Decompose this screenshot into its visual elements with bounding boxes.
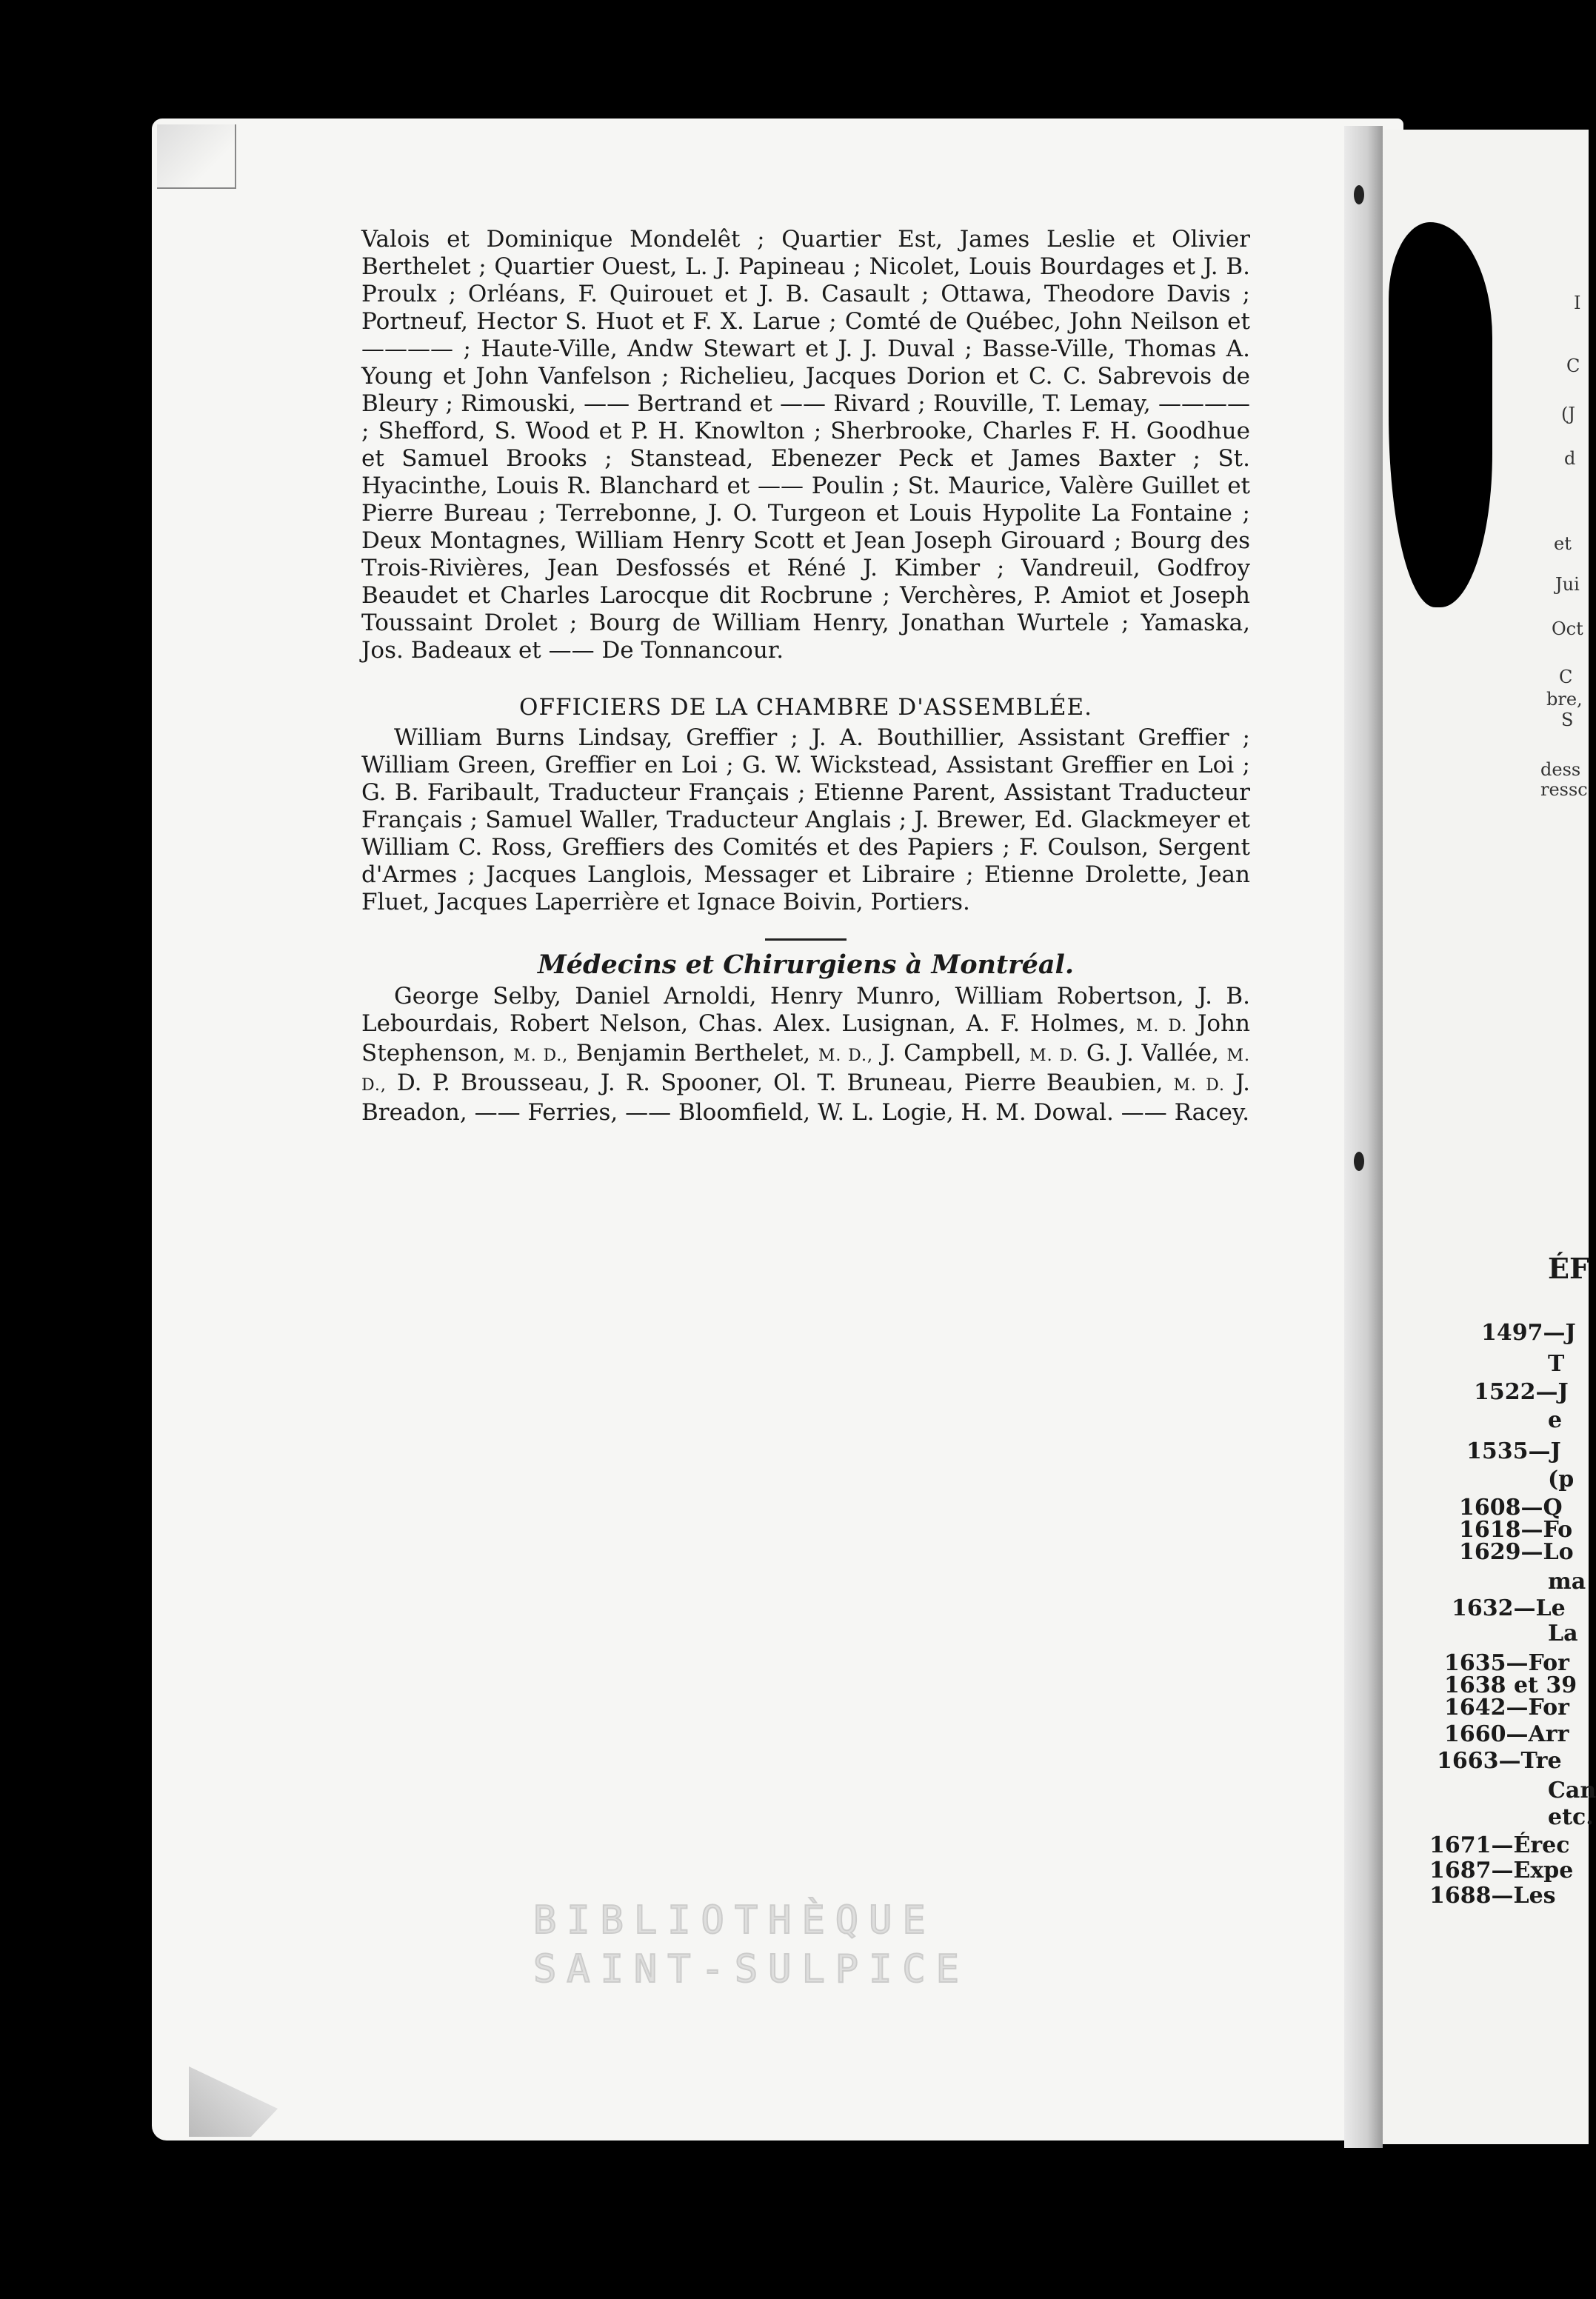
chronology-entry: 1608—Q: [1459, 1495, 1563, 1521]
chronology-entry: 1629—Lo: [1459, 1539, 1574, 1565]
facing-page-fragment: Jui: [1555, 574, 1580, 595]
facing-page-fragment: et: [1554, 533, 1572, 554]
folded-corner-top: [157, 124, 236, 189]
degree-abbreviation: M. D.,: [513, 1047, 569, 1065]
opening-paragraph: Valois et Dominique Mondelêt ; Quartier Est, James Leslie et Olivier Berthelet ; Quartier Ouest, L. J. Papineau ; Nicolet, Louis Bourdages et J. B. Proulx ; Orléans, F. Quirouet et J. B. Casault ; Ottawa, Theodore Davis ; Portneuf, Hector S. Huot et F. X. Larue ; Comté de Québec, John Neilson et ———— ; Haute-Ville, Andw Stewart et J. J. Duval ; Basse-Ville, Thomas A. Young et John Vanfelson ; Richelieu, Jacques Dorion et C. C. Sabrevois de Bleury ; Rimouski, —— Bertrand et —— Rivard ; Rouville, T. Lemay, ———— ; Shefford, S. Wood et P. H. Knowlton ; Sherbrooke, Charles F. H. Goodhue et Samuel Brooks ; Stanstead, Ebenezer Peck et James Baxter ; St. Hyacinthe, Louis R. Blanchard et —— Poulin ; St. Maurice, Valère Guillet et Pierre Bureau ; Terrebonne, J. O. Turgeon et Louis Hypolite La Fontaine ; Deux Montagnes, William Henry Scott et Jean Joseph Girouard ; Bourg des Trois-Rivières, Jean Desfossés et Réné J. Kimber ; Vandreuil, Godfroy Beaudet et Charles Larocque dit Rocbrune ; Verchères, P. Amiot et Joseph Toussaint Drolet ; Bourg de William Henry, Jonathan Wurtele ; Yamaska, Jos. Badeaux et —— De Tonnancour.: [361, 226, 1250, 664]
officers-paragraph: William Burns Lindsay, Greffier ; J. A. Bouthillier, Assistant Greffier ; William Green, Greffier en Loi ; G. W. Wickstead, Assistant Greffier en Loi ; G. B. Faribault, Traducteur Français ; Etienne Parent, Assistant Traducteur Français ; Samuel Waller, Traducteur Anglais ; J. Brewer, Ed. Glackmeyer et William C. Ross, Greffiers des Comités et des Papiers ; F. Coulson, Sergent d'Armes ; Jacques Langlois, Messager et Libraire ; Etienne Drolette, Jean Fluet, Jacques Laperrière et Ignace Boivin, Portiers.: [361, 724, 1250, 915]
medecins-text-segment: J. Campbell,: [873, 1040, 1030, 1067]
facing-page-fragment: d: [1564, 448, 1576, 469]
binding-hole-mark: [1354, 1152, 1364, 1171]
stamp-line-2: SAINT-SULPICE: [533, 1947, 969, 1992]
chronology-entry: ma: [1548, 1569, 1586, 1595]
chronology-entry: e: [1548, 1407, 1563, 1433]
facing-page-fragment: C: [1566, 356, 1580, 376]
medecins-text-segment: D. P. Brousseau, J. R. Spooner, Ol. T. Bruneau, Pierre Beaubien,: [386, 1070, 1174, 1096]
medecins-paragraph: [361, 983, 1250, 1127]
facing-page-heading: ÉF: [1548, 1252, 1589, 1285]
chronology-entry: 1535—J: [1466, 1438, 1561, 1464]
chronology-entry: 1688—Les: [1429, 1883, 1556, 1909]
chronology-entry: etc.: [1548, 1804, 1594, 1830]
facing-page-fragment: ressc: [1540, 779, 1588, 800]
medecins-text-segment: J. Breadon, —— Ferries, —— Bloomfield, W. L. Logie, H. M. Dowal. —— Racey.: [361, 1070, 1250, 1126]
chronology-entry: 1663—Tre: [1437, 1748, 1562, 1774]
facing-page-fragment: I: [1574, 293, 1581, 313]
medecins-text-segment: George Selby, Daniel Arnoldi, Henry Munro, William Robertson, J. B. Lebourdais, Robert Nelson, Chas. Alex. Lusignan, A. F. Holmes,: [361, 983, 1250, 1037]
degree-abbreviation: M. D.: [1135, 1017, 1188, 1035]
facing-page-fragment: bre,: [1546, 689, 1583, 710]
medecins-text-segment: John Stephenson,: [361, 1010, 1250, 1067]
facing-page-fragment: C: [1559, 667, 1573, 687]
facing-page-fragment: (J: [1561, 404, 1575, 424]
chronology-entry: 1618—Fo: [1459, 1517, 1573, 1543]
chronology-entry: 1671—Érec: [1429, 1832, 1570, 1858]
degree-abbreviation: M. D.: [1173, 1076, 1226, 1095]
chronology-entry: T: [1548, 1351, 1565, 1377]
chronology-entry: 1642—For: [1444, 1695, 1569, 1721]
library-perforation-stamp: [533, 1896, 1052, 2000]
degree-abbreviation: M. D.,: [818, 1047, 874, 1065]
torn-page-area: [1389, 222, 1492, 607]
chronology-entry: 1632—Le: [1452, 1595, 1566, 1621]
medecins-text-segment: Benjamin Berthelet,: [568, 1040, 818, 1067]
binding-hole-mark: [1354, 185, 1364, 204]
facing-page-fragment: Oct: [1552, 618, 1583, 639]
facing-page-fragment: S: [1561, 710, 1574, 730]
main-text-column: [361, 226, 1250, 1127]
section-divider: [765, 938, 847, 941]
medecins-text-segment: G. J. Vallée,: [1078, 1040, 1227, 1067]
facing-page-fragment: dess: [1540, 759, 1581, 780]
officers-heading: OFFICIERS DE LA CHAMBRE D'ASSEMBLÉE.: [519, 694, 1092, 721]
page-gutter: [1344, 126, 1383, 2148]
chronology-entry: 1522—J: [1474, 1379, 1569, 1405]
chronology-entry: 1660—Arr: [1444, 1721, 1569, 1747]
stamp-line-1: BIBLIOTHÈQUE: [533, 1898, 936, 1943]
chronology-entry: 1638 et 39: [1444, 1672, 1577, 1698]
chronology-entry: (p: [1548, 1467, 1575, 1492]
chronology-entry: La: [1548, 1621, 1578, 1646]
chronology-entry: Can: [1548, 1778, 1596, 1804]
degree-abbreviation: M. D.,: [361, 1047, 1250, 1095]
chronology-entry: 1635—For: [1444, 1650, 1569, 1676]
medecins-heading: Médecins et Chirurgiens à Montréal.: [537, 950, 1075, 980]
chronology-entry: 1687—Expe: [1429, 1858, 1574, 1883]
degree-abbreviation: M. D.: [1029, 1047, 1079, 1065]
chronology-entry: 1497—J: [1481, 1320, 1576, 1346]
